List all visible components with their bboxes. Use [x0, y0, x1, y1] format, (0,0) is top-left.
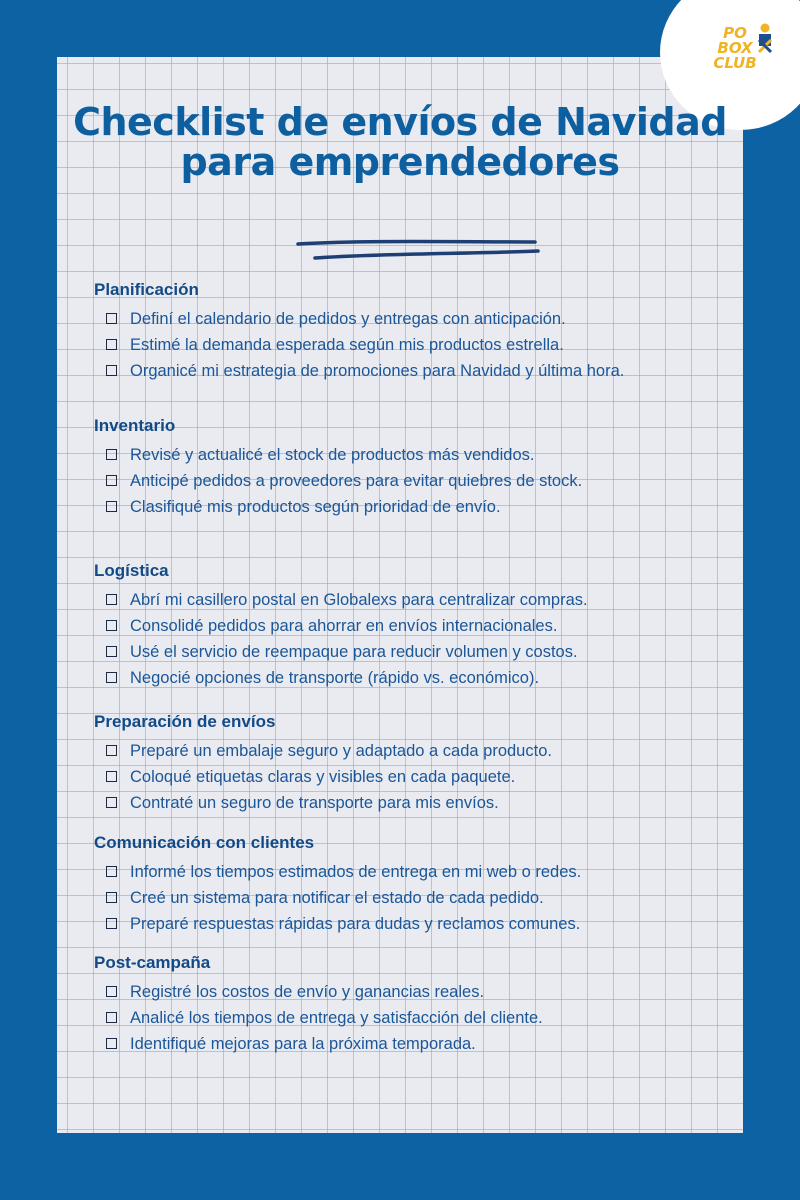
section-preparacion-envios — [94, 712, 714, 816]
checkbox[interactable] — [106, 771, 117, 782]
checklist-item[interactable] — [94, 358, 650, 384]
item-label: Negocié opciones de transporte (rápido vs. económico). — [130, 669, 540, 687]
section-title: Planificación — [94, 280, 199, 299]
checkbox[interactable] — [106, 918, 117, 929]
item-label: Usé el servicio de reempaque para reducir volumen y costos. — [130, 643, 578, 661]
section-title: Inventario — [94, 416, 176, 435]
checkbox[interactable] — [106, 892, 117, 903]
checkbox[interactable] — [106, 475, 117, 486]
item-label: Abrí mi casillero postal en Globalexs para centralizar compras. — [130, 591, 588, 609]
checkbox[interactable] — [106, 594, 117, 605]
item-label: Preparé respuestas rápidas para dudas y reclamos comunes. — [130, 915, 581, 933]
item-label: Anticipé pedidos a proveedores para evitar quiebres de stock. — [130, 472, 583, 490]
item-label: Definí el calendario de pedidos y entregas con anticipación. — [130, 310, 566, 328]
checkbox[interactable] — [106, 620, 117, 631]
item-label: Organicé mi estrategia de promociones para Navidad y última hora. — [130, 362, 625, 380]
mascot-icon — [752, 22, 778, 58]
checklist-item[interactable] — [94, 639, 714, 665]
checklist-item[interactable] — [94, 494, 714, 520]
section-title: Comunicación con clientes — [94, 833, 315, 852]
section-title: Preparación de envíos — [94, 712, 276, 731]
checkbox[interactable] — [106, 672, 117, 683]
logo-line: PO — [723, 24, 747, 42]
section-title: Logística — [94, 561, 169, 580]
item-label: Coloqué etiquetas claras y visibles en cada paquete. — [130, 768, 516, 786]
title-underline-decoration — [290, 236, 540, 266]
checklist-item[interactable] — [94, 979, 714, 1005]
checklist-item[interactable] — [94, 665, 714, 691]
item-label: Registré los costos de envío y ganancias reales. — [130, 983, 485, 1001]
checkbox[interactable] — [106, 1038, 117, 1049]
checklist-item[interactable] — [94, 468, 650, 494]
checklist-item[interactable] — [94, 1005, 714, 1031]
section-title: Post-campaña — [94, 953, 211, 972]
section-planificacion — [94, 280, 714, 384]
checklist-item[interactable] — [94, 442, 714, 468]
item-label: Consolidé pedidos para ahorrar en envíos internacionales. — [130, 617, 558, 635]
checklist-item[interactable] — [94, 911, 714, 937]
item-label: Estimé la demanda esperada según mis productos estrella. — [130, 336, 564, 354]
checkbox[interactable] — [106, 501, 117, 512]
item-label: Creé un sistema para notificar el estado de cada pedido. — [130, 889, 544, 907]
page-title: Checklist de envíos de Navidad para emprendedores — [73, 100, 727, 184]
checklist-item[interactable] — [94, 306, 714, 332]
item-label: Revisé y actualicé el stock de productos más vendidos. — [130, 446, 535, 464]
checkbox[interactable] — [106, 449, 117, 460]
checklist-item[interactable] — [94, 332, 714, 358]
checkbox[interactable] — [106, 313, 117, 324]
checkbox[interactable] — [106, 745, 117, 756]
item-label: Informé los tiempos estimados de entrega en mi web o redes. — [130, 863, 582, 881]
checklist-item[interactable] — [94, 764, 714, 790]
logo-line: BOX — [717, 39, 753, 57]
checklist-item[interactable] — [94, 790, 714, 816]
checkbox[interactable] — [106, 866, 117, 877]
logo-line: CLUB — [713, 54, 757, 72]
checkbox[interactable] — [106, 986, 117, 997]
checkbox[interactable] — [106, 365, 117, 376]
item-label: Identifiqué mejoras para la próxima temporada. — [130, 1035, 476, 1053]
item-label: Clasifiqué mis productos según prioridad de envío. — [130, 498, 501, 516]
item-label: Preparé un embalaje seguro y adaptado a cada producto. — [130, 742, 552, 760]
section-logistica — [94, 561, 714, 691]
checklist-item[interactable] — [94, 738, 714, 764]
checklist-item[interactable] — [94, 1031, 714, 1057]
section-comunicacion-clientes — [94, 833, 714, 937]
checkbox[interactable] — [106, 646, 117, 657]
checklist-item[interactable] — [94, 587, 714, 613]
checkbox[interactable] — [106, 339, 117, 350]
item-label: Contraté un seguro de transporte para mis envíos. — [130, 794, 499, 812]
section-inventario — [94, 416, 714, 520]
section-post-campana — [94, 953, 714, 1057]
checkbox[interactable] — [106, 1012, 117, 1023]
checklist-item[interactable] — [94, 859, 714, 885]
checklist-item[interactable] — [94, 613, 714, 639]
item-label: Analicé los tiempos de entrega y satisfacción del cliente. — [130, 1009, 543, 1027]
checklist-item[interactable] — [94, 885, 714, 911]
checkbox[interactable] — [106, 797, 117, 808]
